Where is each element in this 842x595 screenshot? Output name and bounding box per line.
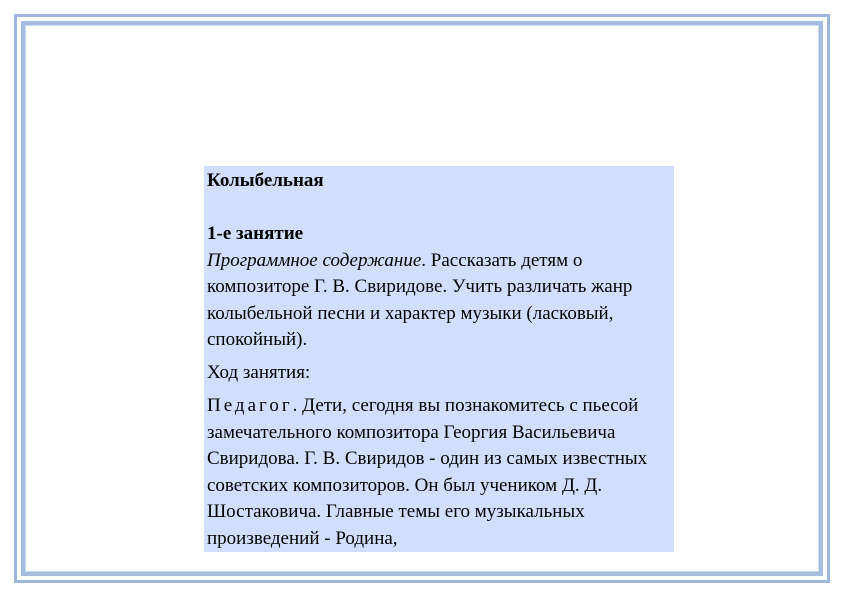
title-spacer [207,195,670,222]
program-text: . Рассказать детям о композиторе Г. В. Свиридове. Учить различать жанр колыбельной песни и характер музыки (ласковый, спокойный). [207,249,633,350]
lesson-heading: Ход занятия: [207,361,311,383]
program-label: Программное содержание [207,249,422,271]
program-paragraph [207,248,670,354]
teacher-paragraph [207,393,670,552]
document-text-block [204,166,674,552]
teacher-text: . Дети, сегодня вы познакомитесь с пьесой замечательного композитора Георгия Васильевича Свиридова. Г. В. Свиридов - один из самых известных советских композиторов. Он был учеником Д. Д. Шостаковича. Главные темы его музыкальных произведений - Родина, [207,395,648,549]
document-title: Колыбельная [207,170,324,191]
teacher-label: Педагог [207,395,293,416]
session-heading: 1-е занятие [207,223,304,244]
